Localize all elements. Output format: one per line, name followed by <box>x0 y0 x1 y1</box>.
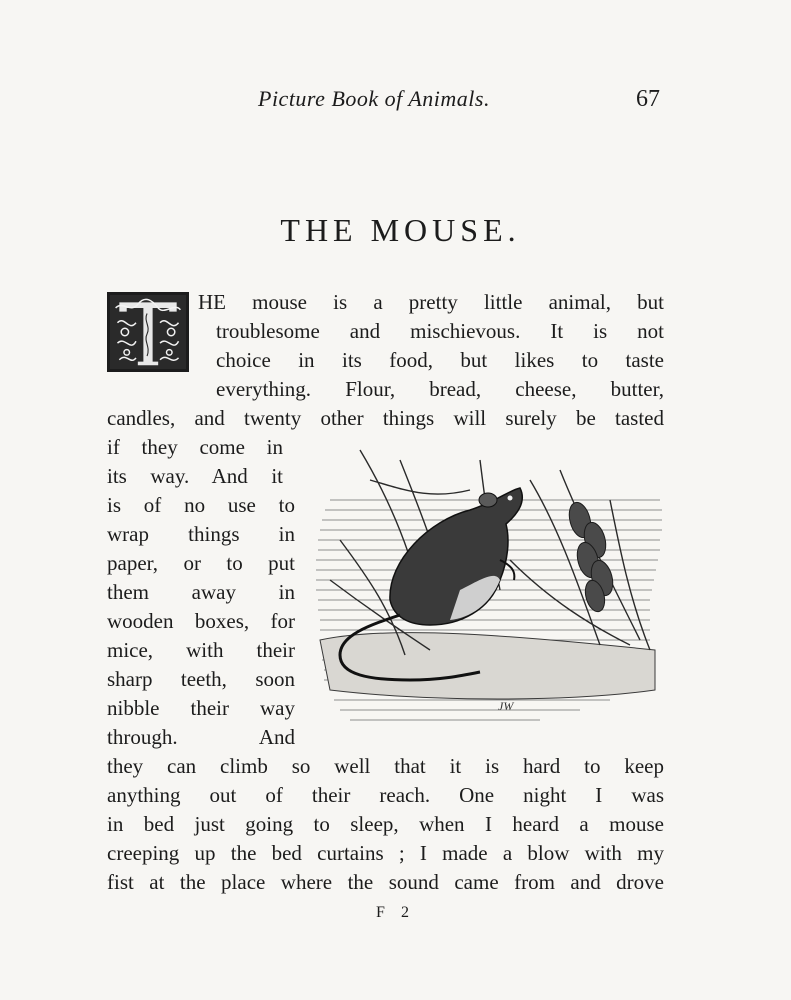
text-line: them away in <box>107 580 295 604</box>
text-line: nibble their way <box>107 696 295 720</box>
text-line: they can climb so well that it is hard to keep <box>107 754 664 778</box>
text-line: sharp teeth, soon <box>107 667 295 691</box>
text-line: wooden boxes, for <box>107 609 295 633</box>
text-line: through. And <box>107 725 295 749</box>
text-line: everything. Flour, bread, cheese, butter, <box>216 377 664 401</box>
text-line: anything out of their reach. One night I was <box>107 783 664 807</box>
chapter-title <box>0 212 791 249</box>
text-line: fist at the place where the sound came from and drove <box>107 870 664 894</box>
ornamental-letter-icon <box>110 295 186 369</box>
page-number: 67 <box>636 86 660 112</box>
text-line: paper, or to put <box>107 551 295 575</box>
mouse-engraving <box>310 440 668 740</box>
text-line: in bed just going to sleep, when I heard a mouse <box>107 812 664 836</box>
text-line: choice in its food, but likes to taste <box>216 348 664 372</box>
text-line: candles, and twenty other things will surely be tasted <box>107 406 664 430</box>
text-line: HE mouse is a pretty little animal, but <box>198 290 664 314</box>
drop-cap-initial <box>107 292 189 372</box>
text-line: mice, with their <box>107 638 295 662</box>
text-line: its way. And it <box>107 464 283 488</box>
mouse-illustration-icon <box>310 440 668 740</box>
signature-mark: F 2 <box>376 904 415 921</box>
text-line: troublesome and mischievous. It is not <box>216 319 664 343</box>
illustration-monogram: JW <box>498 699 514 713</box>
text-line: wrap things in <box>107 522 295 546</box>
text-line: is of no use to <box>107 493 295 517</box>
text-line: if they come in <box>107 435 283 459</box>
running-head: Picture Book of Animals. <box>258 86 490 111</box>
chapter-title-text: THE MOUSE. <box>280 212 521 248</box>
text-line: creeping up the bed curtains ; I made a blow with my <box>107 841 664 865</box>
